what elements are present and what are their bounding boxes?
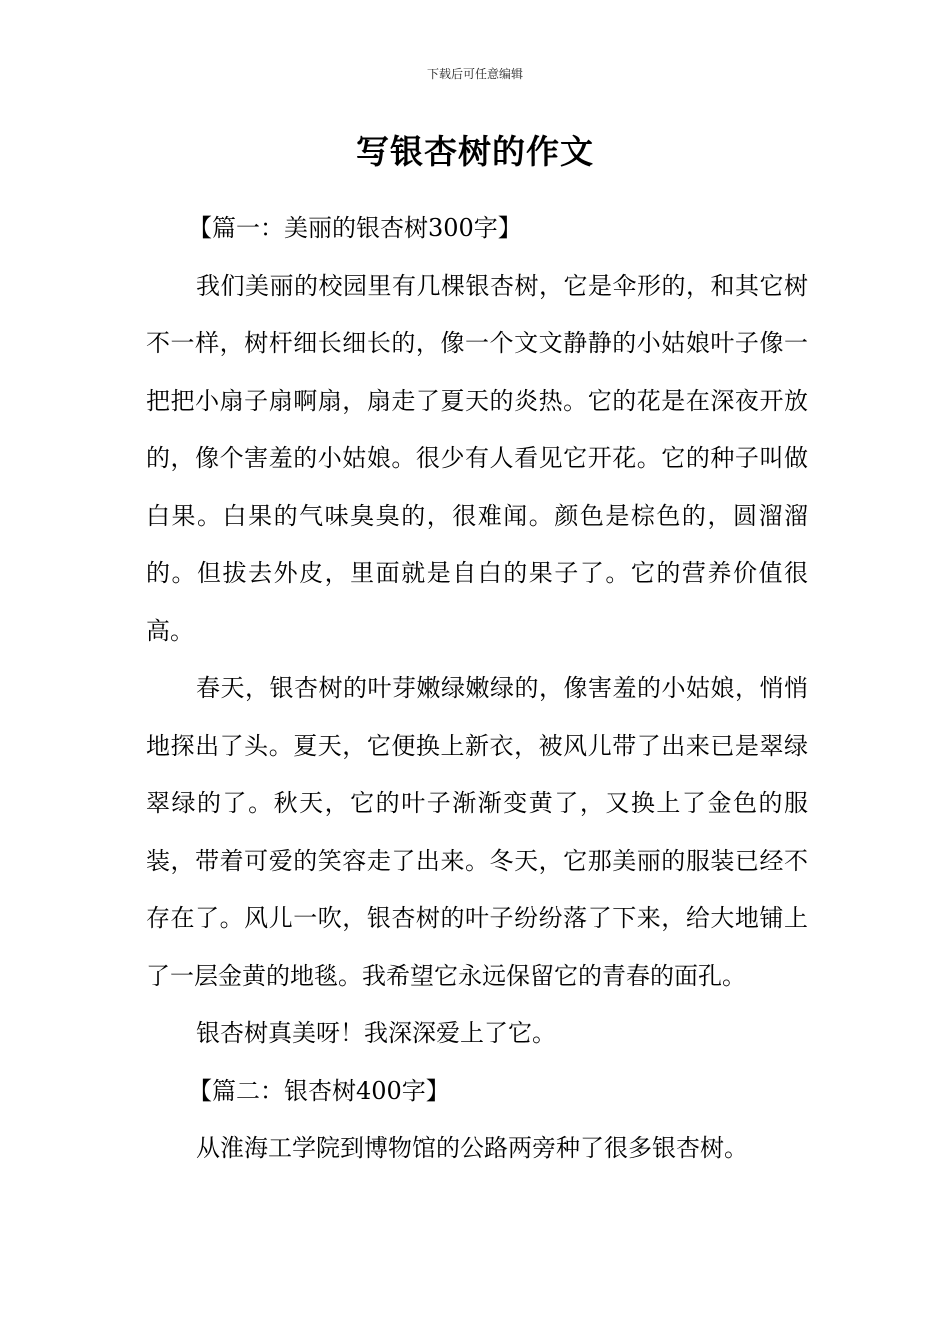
paragraph: 我们美丽的校园里有几棵银杏树，它是伞形的，和其它树不一样，树杆细长细长的，像一个文文静静的小姑娘叶子像一把把小扇子扇啊扇，扇走了夏天的炎热。它的花是在深夜开放的，像个害羞的小姑娘。很少有人看见它开花。它的种子叫做白果。白果的气味臭臭的，很难闻。颜色是棕色的，圆溜溜的。但拔去外皮，里面就是自白的果子了。它的营养价值很高。 [146, 271, 808, 645]
document-title: 写银杏树的作文 [356, 132, 594, 171]
header-note: 下载后可任意编辑 [426, 67, 523, 81]
paragraph: 从淮海工学院到博物馆的公路两旁种了很多银杏树。 [196, 1134, 748, 1162]
paragraph: 春天，银杏树的叶芽嫩绿嫩绿的，像害羞的小姑娘，悄悄地探出了头。夏天，它便换上新衣，被风儿带了出来已是翠绿翠绿的了。秋天，它的叶子渐渐变黄了，又换上了金色的服装，带着可爱的笑容走了出来。冬天，它那美丽的服装已经不存在了。风儿一吹，银杏树的叶子纷纷落了下来，给大地铺上了一层金黄的地毯。我希望它永远保留它的青春的面孔。 [146, 674, 808, 990]
paragraph: 银杏树真美呀！我深深爱上了它。 [196, 1019, 556, 1047]
section-heading-2: 【篇二：银杏树400字】 [188, 1076, 450, 1105]
document-body [146, 200, 808, 1178]
section-heading-1: 【篇一：美丽的银杏树300字】 [188, 214, 522, 242]
